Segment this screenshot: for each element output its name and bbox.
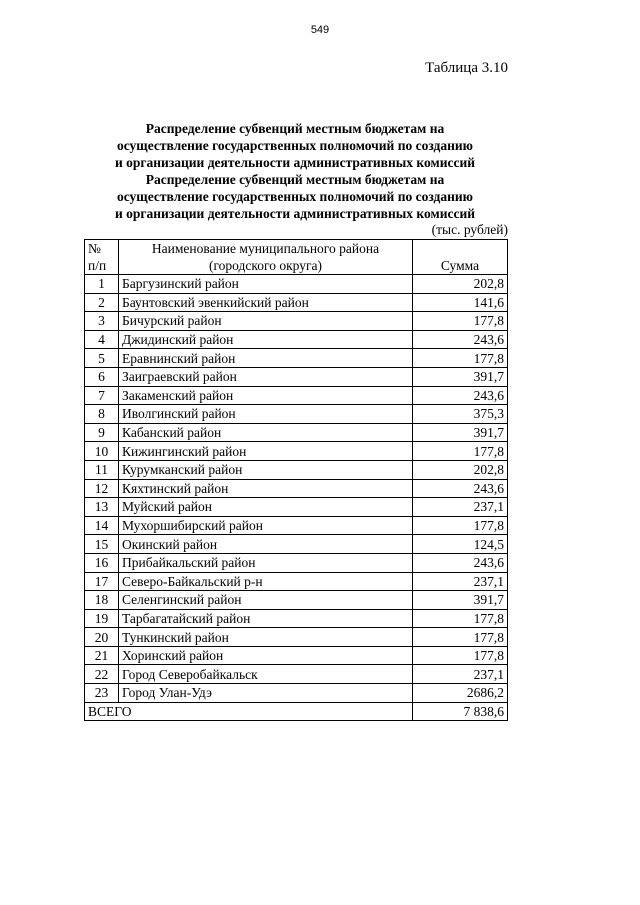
row-name: Город Северобайкальск [119,665,413,684]
table-row [85,628,508,647]
table-row [85,553,508,572]
row-number: 21 [85,646,119,665]
table-row [85,293,508,312]
row-number: 19 [85,609,119,628]
row-number: 9 [85,423,119,442]
table-row [85,646,508,665]
table-row [85,479,508,498]
total-row [85,702,508,721]
row-name: Баунтовский эвенкийский район [119,293,413,312]
row-sum: 177,8 [413,628,508,647]
row-name: Заиграевский район [119,367,413,386]
table-row [85,535,508,554]
table-row [85,516,508,535]
row-number: 10 [85,442,119,461]
table-label: Таблица 3.10 [425,60,508,76]
row-number: 22 [85,665,119,684]
row-name: Тункинский район [119,628,413,647]
row-name: Мухоршибирский район [119,516,413,535]
header-number-line: № [88,241,101,256]
table-row [85,665,508,684]
table-row [85,405,508,424]
table-row [85,442,508,461]
row-sum: 177,8 [413,349,508,368]
row-number: 12 [85,479,119,498]
row-name: Прибайкальский район [119,553,413,572]
row-name: Хоринский район [119,646,413,665]
row-sum: 124,5 [413,535,508,554]
table-row [85,312,508,331]
row-sum: 202,8 [413,275,508,294]
row-name: Бичурский район [119,312,413,331]
title-line: и организации деятельности административных комиссий [114,155,476,170]
title-line: Распределение субвенций местным бюджетам на [145,172,445,187]
row-number: 8 [85,405,119,424]
title-line: осуществление государственных полномочий по созданию [116,189,473,204]
table-row [85,460,508,479]
row-sum: 177,8 [413,516,508,535]
row-sum: 391,7 [413,591,508,610]
row-name: Селенгинский район [119,591,413,610]
row-number: 23 [85,684,119,703]
row-name: Баргузинский район [119,275,413,294]
table-row [85,386,508,405]
row-sum: 177,8 [413,312,508,331]
row-name: Муйский район [119,498,413,517]
table-row [85,367,508,386]
row-number: 16 [85,553,119,572]
row-number: 7 [85,386,119,405]
row-sum: 2686,2 [413,684,508,703]
row-sum: 141,6 [413,293,508,312]
row-number: 2 [85,293,119,312]
row-number: 5 [85,349,119,368]
row-sum: 177,8 [413,442,508,461]
header-name-line: Наименование муниципального района [151,241,380,256]
row-number: 17 [85,572,119,591]
header-row [85,240,508,275]
table-row [85,609,508,628]
row-number: 13 [85,498,119,517]
row-name: Город Улан-Удэ [119,684,413,703]
row-sum: 243,6 [413,330,508,349]
units-label: (тыс. рублей) [431,222,508,237]
header-number [85,240,119,275]
table-title [80,120,510,222]
row-number: 3 [85,312,119,331]
title-line: Распределение субвенций местным бюджетам на [145,121,445,136]
row-sum: 375,3 [413,405,508,424]
row-name: Кяхтинский район [119,479,413,498]
row-name: Джидинский район [119,330,413,349]
row-number: 20 [85,628,119,647]
total-label: ВСЕГО [85,702,413,721]
table-row [85,498,508,517]
table-row [85,349,508,368]
header-sum: Сумма [413,240,508,275]
row-number: 1 [85,275,119,294]
row-name: Тарбагатайский район [119,609,413,628]
subvention-table [84,239,508,721]
header-number-line: п/п [88,258,107,273]
row-number: 6 [85,367,119,386]
page-number: 549 [310,24,330,36]
row-number: 4 [85,330,119,349]
table-row [85,275,508,294]
row-number: 14 [85,516,119,535]
header-name-line: (городского округа) [208,258,323,273]
row-sum: 243,6 [413,479,508,498]
row-sum: 243,6 [413,553,508,572]
row-number: 11 [85,460,119,479]
row-number: 18 [85,591,119,610]
row-number: 15 [85,535,119,554]
row-sum: 237,1 [413,665,508,684]
row-name: Кижингинский район [119,442,413,461]
row-sum: 177,8 [413,609,508,628]
row-name: Закаменский район [119,386,413,405]
row-name: Северо-Байкальский р-н [119,572,413,591]
table-row [85,684,508,703]
row-name: Иволгинский район [119,405,413,424]
row-name: Курумканский район [119,460,413,479]
row-sum: 243,6 [413,386,508,405]
title-line: осуществление государственных полномочий по созданию [116,138,473,153]
row-sum: 391,7 [413,367,508,386]
table-row [85,330,508,349]
title-line: и организации деятельности административных комиссий [114,206,476,221]
table-row [85,591,508,610]
total-sum: 7 838,6 [413,702,508,721]
row-sum: 177,8 [413,646,508,665]
table-row [85,572,508,591]
row-sum: 202,8 [413,460,508,479]
row-sum: 237,1 [413,498,508,517]
table-row [85,423,508,442]
row-sum: 391,7 [413,423,508,442]
row-name: Окинский район [119,535,413,554]
row-sum: 237,1 [413,572,508,591]
row-name: Еравнинский район [119,349,413,368]
row-name: Кабанский район [119,423,413,442]
header-name [119,240,413,275]
